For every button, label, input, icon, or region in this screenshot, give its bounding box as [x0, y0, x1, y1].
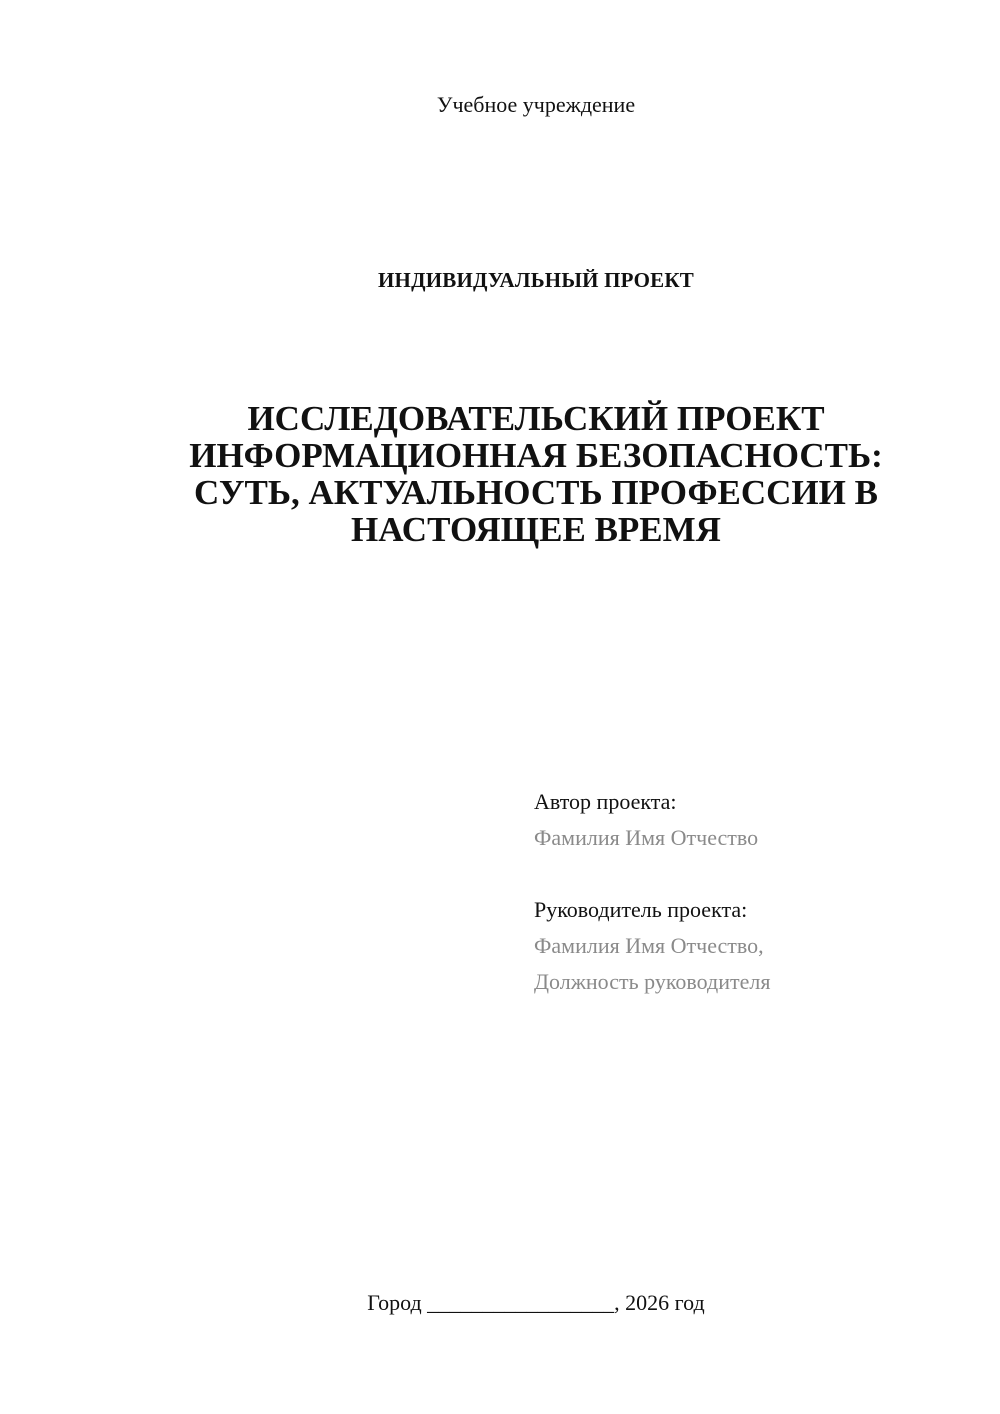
city-year-line: Город _________________, 2026 год: [367, 1290, 705, 1315]
institution-name: Учебное учреждение: [436, 92, 636, 117]
title-line: ИНФОРМАЦИОННАЯ БЕЗОПАСНОСТЬ:: [189, 436, 883, 475]
supervisor-block: [534, 892, 770, 1000]
project-title: [0, 400, 1000, 548]
supervisor-position: Должность руководителя: [534, 969, 771, 994]
project-type: ИНДИВИДУАЛЬНЫЙ ПРОЕКТ: [378, 268, 694, 292]
author-name: Фамилия Имя Отчество: [534, 825, 759, 850]
title-line: ИССЛЕДОВАТЕЛЬСКИЙ ПРОЕКТ: [247, 399, 825, 438]
supervisor-label: Руководитель проекта:: [534, 897, 748, 922]
author-label: Автор проекта:: [534, 789, 677, 814]
title-line: НАСТОЯЩЕЕ ВРЕМЯ: [351, 510, 721, 549]
author-block: [534, 784, 758, 856]
title-line: СУТЬ, АКТУАЛЬНОСТЬ ПРОФЕССИИ В: [194, 473, 878, 512]
supervisor-name: Фамилия Имя Отчество,: [534, 933, 764, 958]
